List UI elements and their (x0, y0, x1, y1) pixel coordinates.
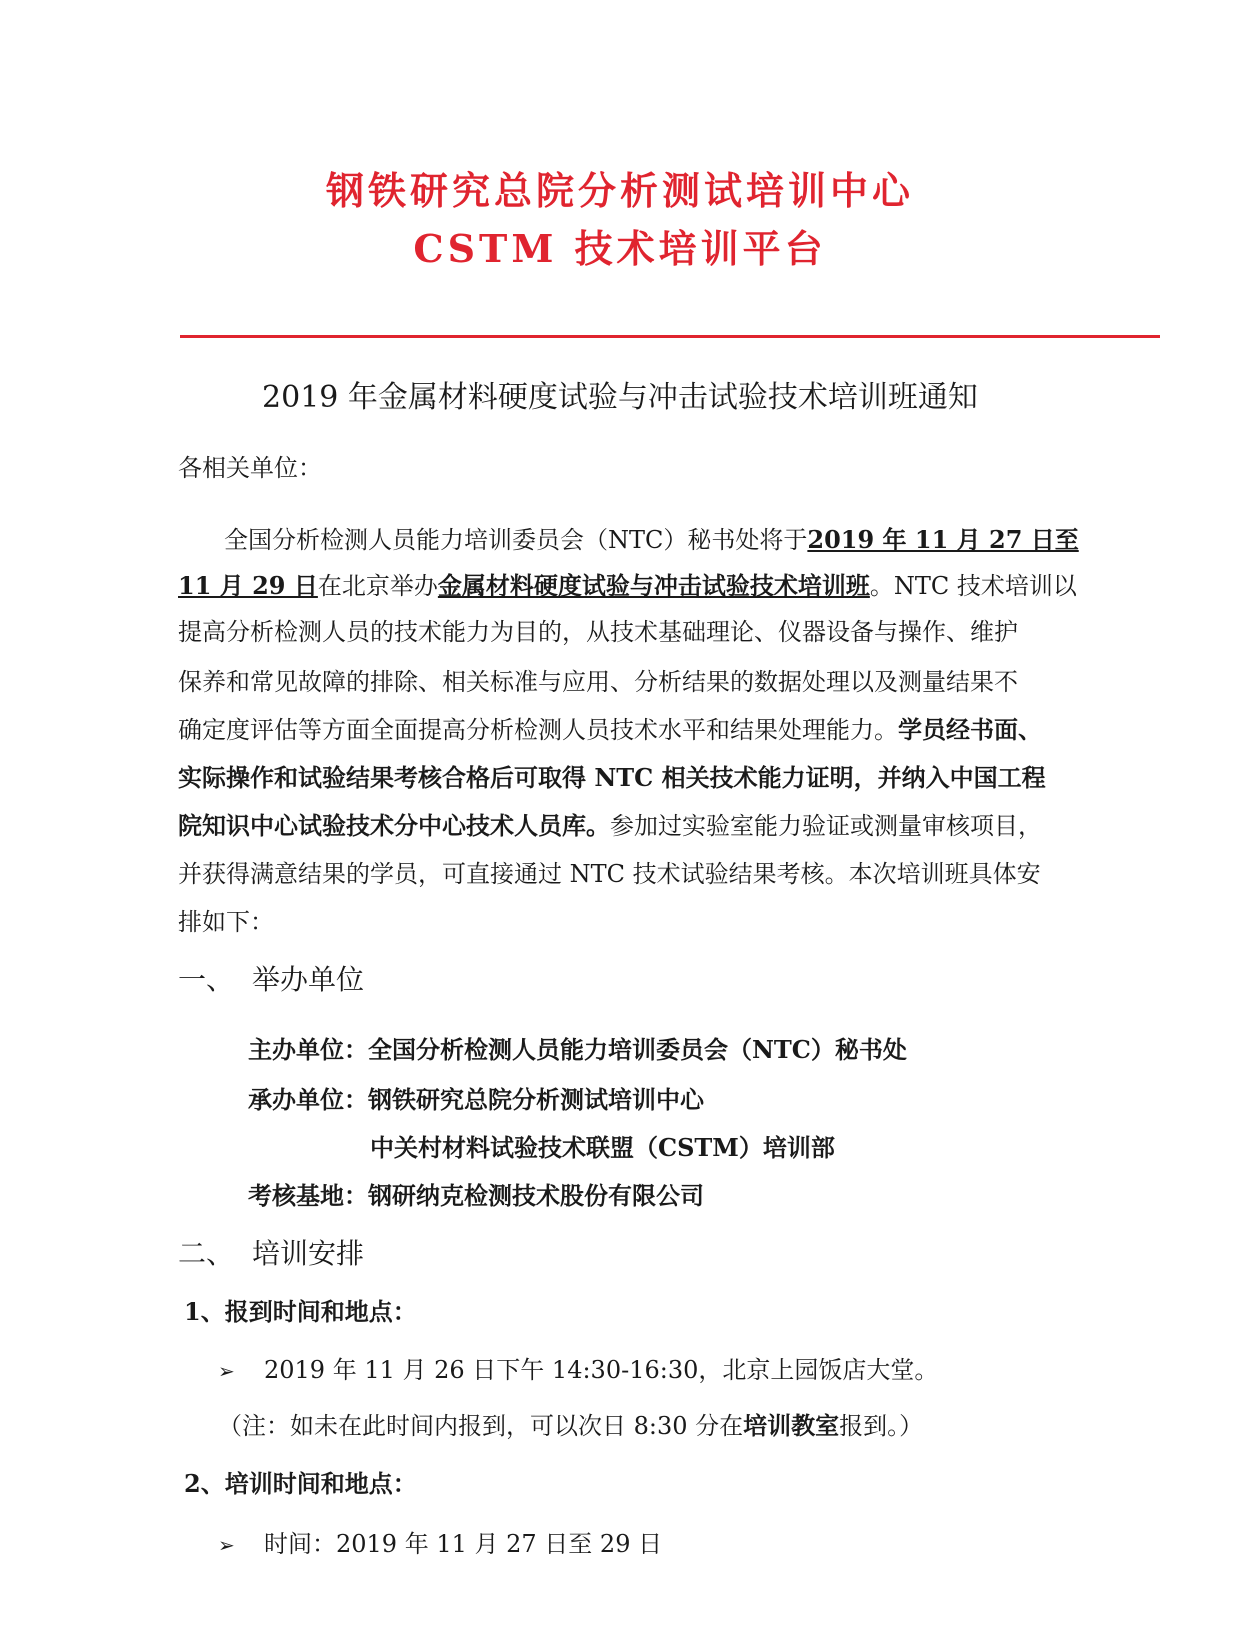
section-2-number: 二、 (178, 1237, 235, 1270)
intro-line-7 (178, 806, 1042, 841)
intro-line-3: 提高分析检测人员的技术能力为目的，从技术基础理论、仪器设备与操作、维护 (178, 618, 1018, 646)
intro-line-1 (224, 520, 1079, 555)
host-row (248, 1030, 907, 1065)
host-value: 全国分析检测人员能力培训委员会（NTC）秘书处 (368, 1035, 907, 1064)
header-divider (180, 335, 1160, 338)
intro-line-5 (178, 710, 1042, 745)
base-value: 钢研纳克检测技术股份有限公司 (368, 1181, 704, 1210)
intro-line-8: 并获得满意结果的学员，可直接通过 NTC 技术试验结果考核。本次培训班具体安 (178, 860, 1041, 888)
intro-bold-text: 学员经书面、 (898, 715, 1042, 744)
arrowhead-bullet-icon: ➢ (218, 1359, 235, 1383)
subsection-2-heading: 2、培训时间和地点： (184, 1469, 417, 1498)
intro-line-6: 实际操作和试验结果考核合格后可取得 NTC 相关技术能力证明，并纳入中国工程 (178, 763, 1046, 792)
arrowhead-bullet-icon: ➢ (218, 1533, 235, 1557)
intro-bold-text: 院知识中心试验技术分中心技术人员库。 (178, 811, 610, 840)
salutation: 各相关单位： (178, 454, 322, 482)
intro-text: 全国分析检测人员能力培训委员会（NTC）秘书处将于 (224, 526, 808, 554)
intro-text: 在北京举办 (317, 572, 438, 600)
note-text: 报到。） (839, 1412, 924, 1440)
host-label: 主办单位： (248, 1035, 368, 1064)
training-date-end: 11 月 29 日 (178, 571, 318, 600)
intro-text: 。NTC 技术培训以 (869, 572, 1077, 600)
section-2-heading (178, 1232, 364, 1272)
intro-line-2 (178, 566, 1077, 601)
base-row (248, 1176, 704, 1211)
header-line-2: CSTM 技术培训平台 (413, 226, 827, 271)
header-line-1: 钢铁研究总院分析测试培训中心 (325, 168, 914, 213)
intro-text: 确定度评估等方面全面提高分析检测人员技术水平和结果处理能力。 (178, 716, 898, 744)
note-bold-text: 培训教室 (743, 1411, 840, 1440)
section-1-title: 举办单位 (252, 963, 365, 996)
section-2-title: 培训安排 (252, 1237, 365, 1270)
training-time-text: 时间：2019 年 11 月 27 日至 29 日 (264, 1530, 663, 1558)
registration-note (218, 1406, 923, 1441)
base-label: 考核基地： (248, 1181, 368, 1210)
intro-text: 参加过实验室能力验证或测量审核项目， (610, 812, 1042, 840)
note-text: （注：如未在此时间内报到，可以次日 8:30 分在 (218, 1412, 744, 1440)
organizer-value-1: 钢铁研究总院分析测试培训中心 (368, 1085, 704, 1114)
training-course-name: 金属材料硬度试验与冲击试验技术培训班 (437, 571, 870, 600)
registration-text: 2019 年 11 月 26 日下午 14:30-16:30，北京上园饭店大堂。 (264, 1356, 939, 1384)
section-1-heading (178, 958, 364, 998)
section-1-number: 一、 (178, 963, 235, 996)
training-time-item (218, 1524, 662, 1559)
document-title: 2019 年金属材料硬度试验与冲击试验技术培训班通知 (262, 380, 978, 415)
training-date-start: 2019 年 11 月 27 日至 (807, 525, 1079, 554)
organizer-value-2: 中关村材料试验技术联盟（CSTM）培训部 (370, 1133, 835, 1162)
organizer-row (248, 1080, 704, 1115)
subsection-1-heading: 1、报到时间和地点： (184, 1297, 417, 1326)
intro-line-4: 保养和常见故障的排除、相关标准与应用、分析结果的数据处理以及测量结果不 (178, 668, 1018, 696)
organizer-label: 承办单位： (248, 1085, 368, 1114)
intro-line-9: 排如下： (178, 908, 274, 936)
registration-item (218, 1350, 938, 1385)
